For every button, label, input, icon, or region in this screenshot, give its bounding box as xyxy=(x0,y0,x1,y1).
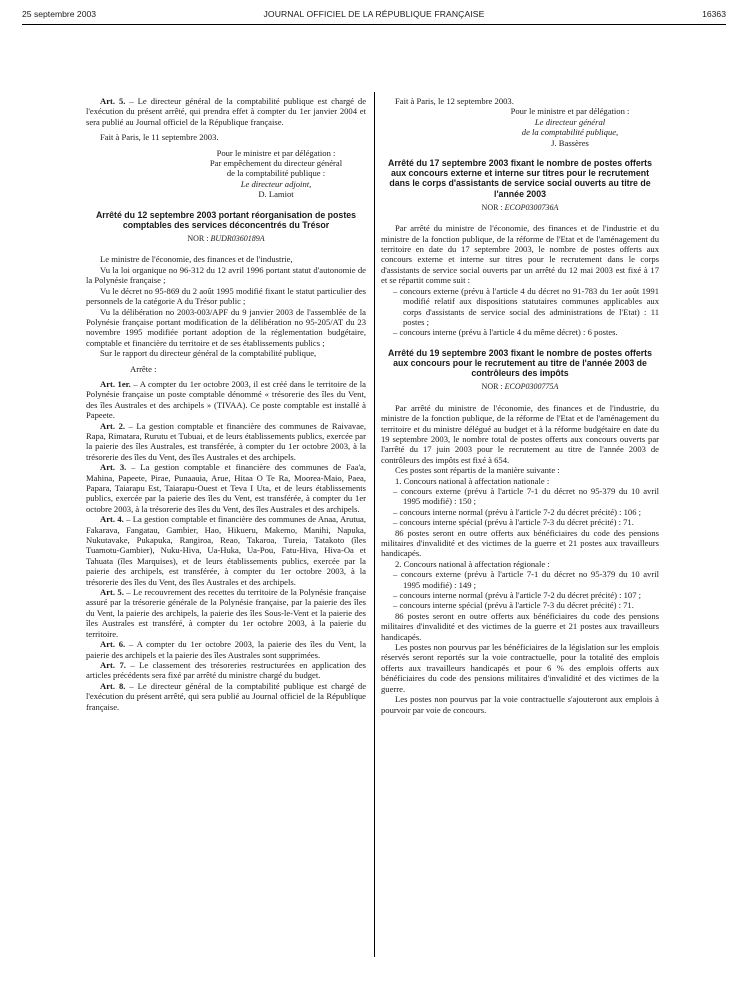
list-item: – concours externe (prévu à l'article 4 du décret no 91-783 du 1er août 1991 modifié relatif aux dispositions statutaires communes applicables aux corps d'assistants de service social des administrations de l'Etat) : 11 postes ; xyxy=(393,285,659,327)
article-paragraph: Art. 2. – La gestion comptable et financière des communes de Raivavae, Rapa, Rimatara, Rurutu et Tubuai, et de leurs établissements publics, exercée par la paierie des îles Australes, est transférée, à compter du 1er octobre 2003, à la trésorerie des îles du Vent, des îles Australes et des archipels. xyxy=(86,420,366,462)
header-date: 25 septembre 2003 xyxy=(22,9,97,19)
column-separator xyxy=(374,92,375,957)
nor-reference: NOR : BUDR0360189A xyxy=(187,234,265,244)
body-paragraph: 86 postes seront en outre offerts aux bénéficiaires du code des pensions militaires d'invalidité et des victimes de la guerre et 21 postes aux travailleurs handicapés. xyxy=(381,527,659,559)
nor-reference: NOR : ECOP0300736A xyxy=(481,202,559,212)
decree-title-17-septembre: Arrêté du 17 septembre 2003 fixant le nombre de postes offerts aux concours externe et interne sur titres pour le recrutement dans le corps d'assistants de service social ouverts au titre de l'année 2003 xyxy=(388,158,652,199)
article-paragraph: Art. 1er. – A compter du 1er octobre 2003, il est créé dans le territoire de la Polynésie française un poste comptable dénommé « trésorerie des îles du Vent, des îles Australes et des archipels » (TIVAA). Ce poste comptable est installé à Papeete. xyxy=(86,378,366,421)
article-paragraph: Art. 4. – La gestion comptable et financière des communes de Anaa, Arutua, Fakarava, Fangatau, Gambier, Hao, Hikueru, Makemo, Manihi, Napuka, Nukutavake, Pukapuka, Rangiroa, Reao, Takaroa, Tureia, Tatakoto (îles Tuamotu-Gambier), Nuku-Hiva, Ua-Huka, Ua-Pou, Fatu-Hiva, Hiva-Oa et Tahuata (îles Marquises), et de leurs établissements publics, exercée par la paierie des archipels, est transférée, à compter du 1er octobre 2003, à la trésorerie des îles du Vent, des îles Australes et des archipels. xyxy=(86,514,366,587)
fait-a-paris-2: Fait à Paris, le 12 septembre 2003. xyxy=(395,96,514,106)
intro-paragraph: Vu la délibération no 2003-003/APF du 9 janvier 2003 de l'assemblée de la Polynésie française portant modification de la délibération no 95-205/AT du 23 novembre 1995 modifiée portant adoption de la réglementation budgétaire, comptable et financière du territoire et de ses établissements publics ; xyxy=(86,306,366,348)
article-paragraph: Art. 8. – Le directeur général de la comptabilité publique est chargé de l'exécution du présent arrêté, qui sera publié au Journal officiel de la République française. xyxy=(86,680,367,712)
signature-block-1: Pour le ministre et par délégation : Par empêchement du directeur général de la comptabilité publique : Le directeur adjoint, D. Lamiot xyxy=(186,148,366,200)
decree-title-12-septembre: Arrêté du 12 septembre 2003 portant réorganisation de postes comptables des services déconcentrés du Trésor xyxy=(95,209,357,230)
article-paragraph: Art. 6. – A compter du 1er octobre 2003, la paierie des îles du Vent, la paierie des archipels et la paierie des îles Australes sont supprimées. xyxy=(86,639,367,660)
article-paragraph: Art. 7. – Le classement des trésoreries restructurées en application des articles précédents sera fixé par arrêté du ministre chargé du budget. xyxy=(86,659,366,681)
body-paragraph: 86 postes seront en outre offerts aux bénéficiaires du code des pensions militaires d'invalidité et des victimes de la guerre et 21 postes aux travailleurs handicapés. xyxy=(381,610,659,642)
intro-paragraph: Sur le rapport du directeur général de la comptabilité publique, xyxy=(100,348,317,359)
header-rule xyxy=(22,24,726,25)
header-title: JOURNAL OFFICIEL DE LA RÉPUBLIQUE FRANÇAISE xyxy=(263,9,485,19)
list-item: – concours externe (prévu à l'article 7-1 du décret no 95-379 du 10 avril 1995 modifié) : 149 ; xyxy=(393,569,659,590)
body-paragraph: Par arrêté du ministre de l'économie, des finances et de l'industrie, du ministre de la fonction publique, de la réforme de l'Etat et de l'aménagement du territoire et du ministre délégué au budget et à la réforme budgétaire en date du 19 septembre 2003, le nombre total de postes offerts aux concours ouverts par l'arrêté du 17 juin 2003 pour le recrutement au titre de l'année 2003 de contrôleurs des impôts est fixé à 654. xyxy=(381,402,659,465)
body-paragraph: Par arrêté du ministre de l'économie, des finances et de l'industrie et du ministre de la fonction publique, de la réforme de l'Etat et de l'aménagement du territoire en date du 17 septembre 2003, le nombre de postes offerts aux concours externe et interne sur titres pour le recrutement dans le corps d'assistants de service social ouverts par un arrêté du 12 mai 2003 est fixé à 17 et se répartit comme suit : xyxy=(381,223,659,286)
section-heading: 1. Concours national à affectation nationale : xyxy=(395,475,550,486)
list-item: – concours interne (prévu à l'article 4 du même décret) : 6 postes. xyxy=(393,327,618,338)
body-paragraph: Les postes non pourvus par les bénéficiaires de la législation sur les emplois réservés seront reportés sur la voie contractuelle, pour la totalité des emplois offerts aux travailleurs handicapés et pour 6 % des emplois offerts aux bénéficiaires du code des pensions militaires d'invalidité et des victimes de la guerre. xyxy=(381,642,659,694)
intro-paragraph: Vu la loi organique no 96-312 du 12 avril 1996 portant statut d'autonomie de la Polynésie française ; xyxy=(86,264,366,286)
list-item: – concours externe (prévu à l'article 7-1 du décret no 95-379 du 10 avril 1995 modifié) : 150 ; xyxy=(393,485,659,507)
arrete-heading: Arrête : xyxy=(130,363,157,374)
header-page-number: 16363 xyxy=(702,9,726,19)
page-header xyxy=(22,8,726,22)
nor-reference: NOR : ECOP0300775A xyxy=(481,382,559,392)
article-5-previous: Art. 5. – Le directeur général de la comptabilité publique est chargé de l'exécution du présent arrêté, qui prendra effet à compter du 1er janvier 2004 et sera publié au Journal officiel de la République française. xyxy=(86,96,367,127)
body-paragraph: Les postes non pourvus par la voie contractuelle s'ajouteront aux emplois à pourvoir par voie de concours. xyxy=(381,694,659,715)
list-item: – concours interne spécial (prévu à l'article 7-3 du décret précité) : 71. xyxy=(393,600,634,611)
article-paragraph: Art. 5. – Le recouvrement des recettes du territoire de la Polynésie française assuré par la trésorerie générale de la Polynésie française, par la paierie des îles du Vent, la paierie des archipels, la paierie des îles Sous-le-Vent et la paierie des îles Australes est transféré, à compter du 1er octobre 2003, à la paierie du territoire. xyxy=(86,587,367,639)
list-item: – concours interne normal (prévu à l'article 7-2 du décret précité) : 107 ; xyxy=(393,590,642,601)
list-item: – concours interne spécial (prévu à l'article 7-3 du décret précité) : 71. xyxy=(393,517,634,528)
fait-a-paris-1: Fait à Paris, le 11 septembre 2003. xyxy=(100,132,219,143)
signature-block-2: Pour le ministre et par délégation : Le directeur général de la comptabilité publique, J. Bassères xyxy=(481,106,659,148)
body-paragraph: Ces postes sont répartis de la manière suivante : xyxy=(395,465,560,476)
decree-title-19-septembre: Arrêté du 19 septembre 2003 fixant le nombre de postes offerts aux concours pour le recrutement au titre de l'année 2003 de contrôleurs des impôts xyxy=(388,347,652,379)
section-heading: 2. Concours national à affectation régionale : xyxy=(395,558,550,569)
signatory-name: J. Bassères xyxy=(551,137,589,148)
signatory-name: D. Lamiot xyxy=(258,189,294,200)
right-column xyxy=(381,96,659,715)
article-paragraph: Art. 3. – La gestion comptable et financière des communes de Faa'a, Mahina, Papeete, Pirae, Punaauia, Arue, Hitaa O Te Ra, Moorea-Maio, Paea, Papara, Taiarapu Est, Taiarapu-Ouest et Teva I Uta, et de leurs établissements publics, exercée par la paierie des îles du Vent, est transférée, à compter du 1er octobre 2003, à la trésorerie des îles du Vent, des îles Australes et des archipels. xyxy=(86,462,367,514)
left-column xyxy=(86,96,366,712)
list-item: – concours interne normal (prévu à l'article 7-2 du décret précité) : 106 ; xyxy=(393,506,642,517)
intro-paragraph: Vu le décret no 95-869 du 2 août 1995 modifié fixant le statut particulier des personnels de la catégorie A du Trésor public ; xyxy=(86,285,366,307)
intro-paragraph: Le ministre de l'économie, des finances et de l'industrie, xyxy=(100,254,293,265)
